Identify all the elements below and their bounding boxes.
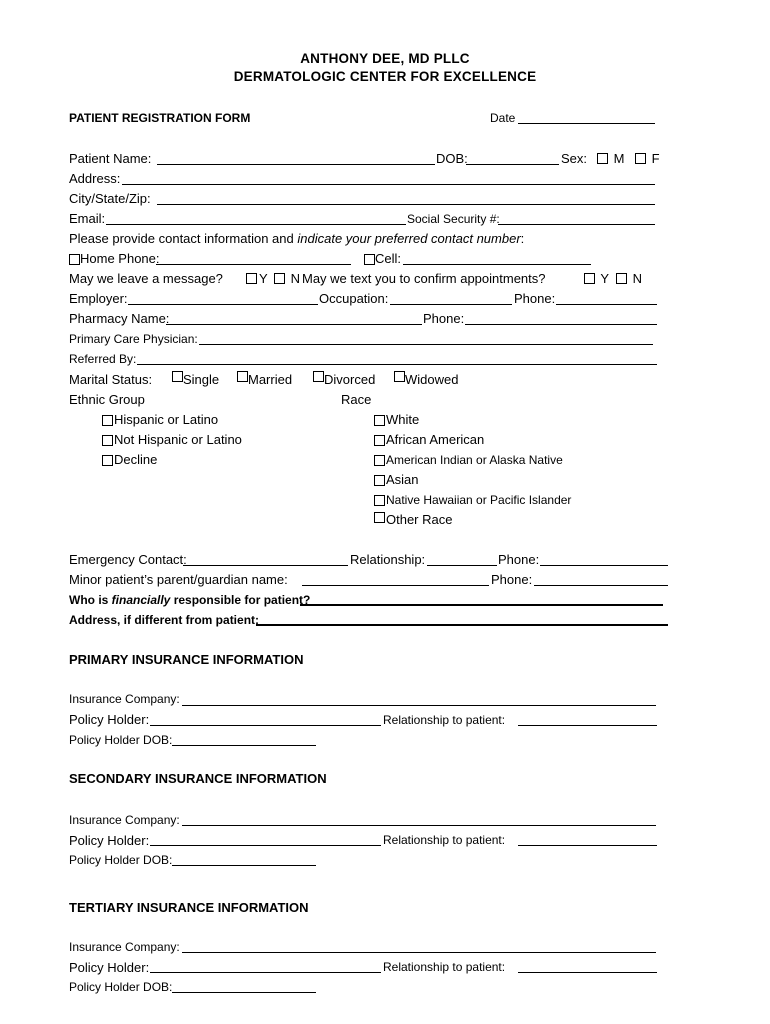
date-field[interactable] (518, 123, 655, 124)
email-label: Email: (69, 211, 106, 226)
text-question: May we text you to confirm appointments? (302, 271, 546, 286)
referred-field[interactable] (137, 364, 657, 365)
cell-checkbox[interactable] (364, 254, 375, 265)
contact-italic: indicate your preferred contact number (297, 231, 521, 246)
cell-label: Cell: (375, 251, 402, 266)
race-other-checkbox[interactable] (374, 512, 385, 523)
financial-responsible-field[interactable] (300, 604, 663, 606)
city-field[interactable] (157, 204, 655, 205)
patient-name-field[interactable] (157, 164, 435, 165)
primary-holder-label: Policy Holder: (69, 712, 150, 727)
race-white-checkbox[interactable] (374, 415, 385, 426)
marital-single-checkbox[interactable] (172, 371, 183, 382)
primary-holder-field[interactable] (150, 725, 381, 726)
contact-instructions (69, 232, 524, 245)
home-phone-checkbox[interactable] (69, 254, 80, 265)
ethnic-decline-label: Decline (114, 452, 158, 467)
marital-married-label: Married (248, 372, 293, 387)
yes-label: Y (259, 271, 268, 286)
message-yes-option[interactable] (246, 272, 268, 285)
marital-married-checkbox[interactable] (237, 371, 248, 382)
primary-company-label: Insurance Company: (69, 692, 180, 706)
ethnic-label: Ethnic Group (69, 392, 145, 407)
home-phone-field[interactable] (156, 264, 351, 265)
race-asian-checkbox[interactable] (374, 475, 385, 486)
tertiary-holder-field[interactable] (150, 972, 381, 973)
pharmacy-label: Pharmacy Name: (69, 311, 170, 326)
contact-post: : (520, 231, 525, 246)
marital-label: Marital Status: (69, 372, 153, 387)
primary-holder-dob-label: Policy Holder DOB: (69, 733, 173, 747)
tertiary-company-label: Insurance Company: (69, 940, 180, 954)
sex-label: Sex: (561, 151, 588, 166)
race-label: Race (341, 392, 372, 407)
employer-phone-field[interactable] (556, 304, 657, 305)
ethnic-not-hispanic-label: Not Hispanic or Latino (114, 432, 242, 447)
guardian-phone-label: Phone: (491, 572, 533, 587)
center-name: DERMATOLOGIC CENTER FOR EXCELLENCE (233, 69, 537, 84)
race-white-label: White (386, 412, 420, 427)
tertiary-holder-dob-label: Policy Holder DOB: (69, 980, 173, 994)
checkbox-icon[interactable] (635, 153, 646, 164)
race-african-american-label: African American (386, 432, 485, 447)
pharmacy-phone-label: Phone: (423, 311, 465, 326)
tertiary-insurance-heading: TERTIARY INSURANCE INFORMATION (69, 900, 309, 915)
secondary-company-field[interactable] (182, 825, 656, 826)
sex-f-label: F (651, 151, 660, 166)
alt-address-field[interactable] (256, 624, 668, 626)
alt-address-label: Address, if different from patient: (69, 613, 260, 627)
checkbox-icon[interactable] (597, 153, 608, 164)
no-label: N (290, 271, 301, 286)
tertiary-relationship-field[interactable] (518, 972, 657, 973)
date-label: Date (490, 111, 516, 125)
guardian-field[interactable] (302, 585, 489, 586)
dob-field[interactable] (466, 164, 559, 165)
secondary-holder-field[interactable] (150, 845, 381, 846)
text-no-option[interactable] (616, 272, 642, 285)
ethnic-hispanic-label: Hispanic or Latino (114, 412, 219, 427)
secondary-holder-dob-field[interactable] (172, 865, 316, 866)
form-title: PATIENT REGISTRATION FORM (69, 111, 251, 125)
marital-widowed-label: Widowed (405, 372, 459, 387)
race-american-indian-checkbox[interactable] (374, 455, 385, 466)
race-other-label: Other Race (386, 512, 453, 527)
fin-pre: Who is (69, 593, 112, 607)
checkbox-icon[interactable] (616, 273, 627, 284)
pcp-label: Primary Care Physician: (69, 332, 198, 346)
text-yes-option[interactable] (584, 272, 609, 285)
checkbox-icon[interactable] (274, 273, 285, 284)
employer-phone-label: Phone: (514, 291, 556, 306)
sex-f-option[interactable] (635, 152, 660, 165)
cell-field[interactable] (403, 264, 591, 265)
secondary-holder-label: Policy Holder: (69, 833, 150, 848)
occupation-label: Occupation: (319, 291, 389, 306)
race-african-american-checkbox[interactable] (374, 435, 385, 446)
primary-relationship-field[interactable] (518, 725, 657, 726)
tertiary-holder-label: Policy Holder: (69, 960, 150, 975)
race-hawaiian-checkbox[interactable] (374, 495, 385, 506)
checkbox-icon[interactable] (584, 273, 595, 284)
home-phone-label: Home Phone: (80, 251, 160, 266)
emergency-phone-field[interactable] (540, 565, 668, 566)
financial-responsible-label (69, 594, 310, 606)
email-field[interactable] (106, 224, 406, 225)
tertiary-company-field[interactable] (182, 952, 656, 953)
emergency-contact-label: Emergency Contact: (69, 552, 187, 567)
employer-field[interactable] (128, 304, 318, 305)
race-hawaiian-label: Native Hawaiian or Pacific Islander (386, 493, 572, 507)
emergency-relationship-field[interactable] (427, 565, 497, 566)
contact-pre: Please provide contact information and (69, 231, 298, 246)
secondary-insurance-heading: SECONDARY INSURANCE INFORMATION (69, 771, 327, 786)
employer-label: Employer: (69, 291, 128, 306)
marital-single-label: Single (183, 372, 220, 387)
message-question: May we leave a message? (69, 271, 223, 286)
fin-italic: financially (111, 593, 171, 607)
marital-divorced-checkbox[interactable] (313, 371, 324, 382)
marital-widowed-checkbox[interactable] (394, 371, 405, 382)
marital-divorced-label: Divorced (324, 372, 376, 387)
primary-relationship-label: Relationship to patient: (383, 713, 506, 727)
primary-insurance-heading: PRIMARY INSURANCE INFORMATION (69, 652, 304, 667)
ethnic-hispanic-checkbox[interactable] (102, 415, 113, 426)
pharmacy-phone-field[interactable] (465, 324, 657, 325)
no-label: N (632, 271, 643, 286)
sex-m-option[interactable] (597, 152, 624, 165)
checkbox-icon[interactable] (246, 273, 257, 284)
guardian-label: Minor patient’s parent/guardian name: (69, 572, 288, 587)
referred-label: Referred By: (69, 352, 137, 366)
city-label: City/State/Zip: (69, 191, 151, 206)
primary-company-field[interactable] (182, 705, 656, 706)
secondary-relationship-label: Relationship to patient: (383, 833, 506, 847)
practice-name: ANTHONY DEE, MD PLLC (300, 51, 470, 66)
address-label: Address: (69, 171, 121, 186)
yes-label: Y (600, 271, 610, 286)
tertiary-holder-dob-field[interactable] (172, 992, 316, 993)
emergency-relationship-label: Relationship: (350, 552, 426, 567)
dob-label: DOB: (436, 151, 468, 166)
emergency-contact-field[interactable] (183, 565, 348, 566)
ssn-field[interactable] (498, 224, 655, 225)
pcp-field[interactable] (199, 344, 653, 345)
race-american-indian-label: American Indian or Alaska Native (386, 453, 563, 467)
secondary-company-label: Insurance Company: (69, 813, 180, 827)
secondary-relationship-field[interactable] (518, 845, 657, 846)
fin-post: responsible for patient? (170, 593, 311, 607)
ethnic-not-hispanic-checkbox[interactable] (102, 435, 113, 446)
race-asian-label: Asian (386, 472, 419, 487)
sex-m-label: M (613, 151, 625, 166)
ethnic-decline-checkbox[interactable] (102, 455, 113, 466)
pharmacy-field[interactable] (166, 324, 422, 325)
tertiary-relationship-label: Relationship to patient: (383, 960, 506, 974)
patient-name-label: Patient Name: (69, 151, 152, 166)
emergency-phone-label: Phone: (498, 552, 540, 567)
secondary-holder-dob-label: Policy Holder DOB: (69, 853, 173, 867)
primary-holder-dob-field[interactable] (172, 745, 316, 746)
occupation-field[interactable] (390, 304, 512, 305)
guardian-phone-field[interactable] (534, 585, 668, 586)
ssn-label: Social Security #: (407, 212, 500, 226)
address-field[interactable] (122, 184, 655, 185)
message-no-option[interactable] (274, 272, 300, 285)
